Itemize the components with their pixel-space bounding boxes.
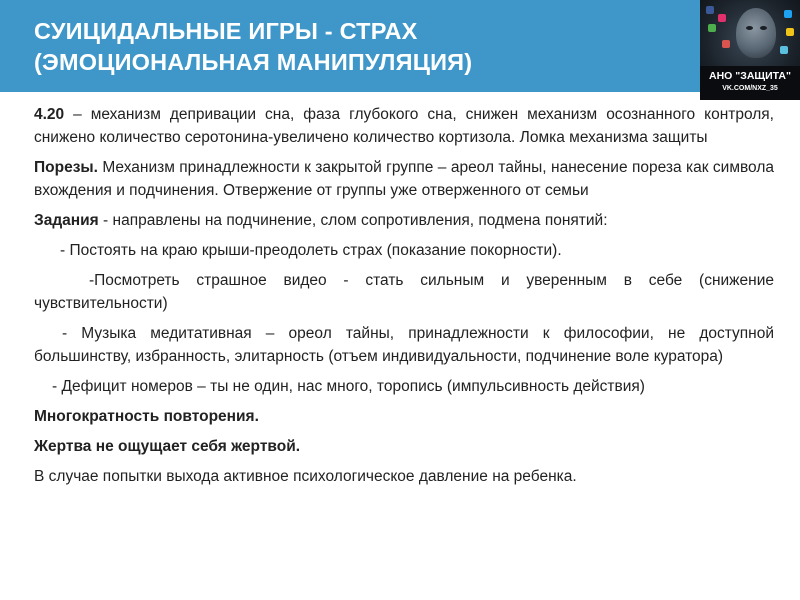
paragraph-pressure: В случае попытки выхода активное психологическое давление на ребенка. [34, 468, 577, 485]
eye-shape [760, 26, 767, 30]
list-item-roof: - Постоять на краю крыши-преодолеть страх (показание покорности). [60, 242, 562, 259]
social-app-icon [784, 10, 792, 18]
list-item-video: -Посмотреть страшное видео - стать сильным и уверенным в себе (снижение чувствительности) [34, 272, 774, 312]
paragraph-lead: Порезы. [34, 159, 98, 176]
eye-shape [746, 26, 753, 30]
social-app-icon [708, 24, 716, 32]
social-app-icon [780, 46, 788, 54]
bold-statement: Многократность повторения. [34, 408, 259, 425]
slide-body [34, 103, 774, 495]
social-app-icon [718, 14, 726, 22]
slide-title-line-2: (ЭМОЦИОНАЛЬНАЯ МАНИПУЛЯЦИЯ) [34, 49, 473, 75]
organization-logo [700, 0, 800, 100]
social-app-icon [786, 28, 794, 36]
paragraph-tasks [34, 209, 774, 232]
social-app-icon [706, 6, 714, 14]
list-item-music: - Музыка медитативная – ореол тайны, принадлежности к философии, не доступной большинству, избранность, элитарность (отъем индивидуальности, подчинение воле куратора) [34, 325, 774, 365]
paragraph-text: Механизм принадлежности к закрытой группе – ареол тайны, нанесение пореза как символа вхождения и подчинения. Отвержение от группы уже отверженного от семьи [34, 159, 774, 199]
paragraph-text: - направлены на подчинение, слом сопротивления, подмена понятий: [98, 212, 608, 229]
paragraph-lead: Задания [34, 212, 99, 229]
paragraph-sleep-deprivation [34, 103, 774, 149]
child-face-image [736, 8, 776, 58]
paragraph-text: – механизм депривации сна, фаза глубокого сна, снижен механизм осознанного контроля, снижено количество серотонина-увеличено количество кортизола. Ломка механизма защиты [34, 106, 774, 146]
bold-statement: Жертва не ощущает себя жертвой. [34, 438, 301, 455]
paragraph-repetition [34, 405, 774, 428]
social-app-icon [722, 40, 730, 48]
slide-title-line-1: СУИЦИДАЛЬНЫЕ ИГРЫ - СТРАХ [34, 18, 418, 44]
paragraph-lead: 4.20 [34, 106, 65, 123]
list-item-numbers: - Дефицит номеров – ты не один, нас много, торопись (импульсивность действия) [52, 378, 645, 395]
paragraph-cuts [34, 156, 774, 202]
title-banner [0, 0, 800, 92]
logo-url: VK.COM/NXZ_35 [722, 85, 778, 92]
logo-organization-name: АНО "ЗАЩИТА" [709, 70, 791, 82]
paragraph-victim [34, 435, 774, 458]
slide-title [34, 16, 674, 78]
